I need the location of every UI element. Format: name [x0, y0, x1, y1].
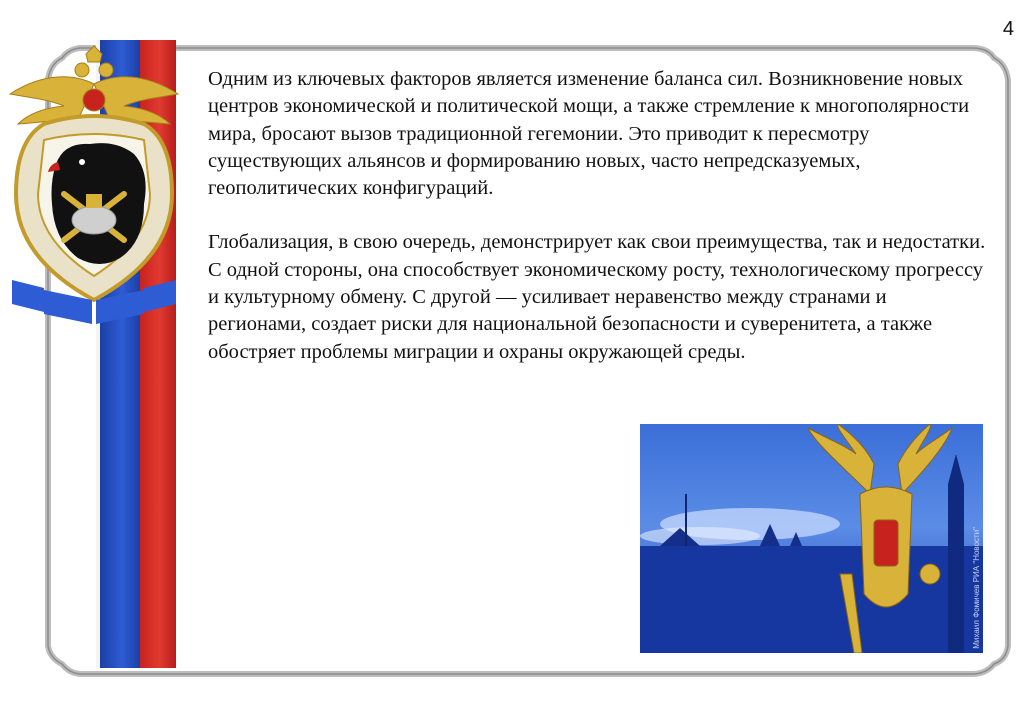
page-number: 4	[1002, 18, 1014, 40]
kremlin-eagle-photo	[640, 424, 983, 653]
slide-body	[208, 66, 988, 366]
photo-credit: Михаил Фомичев РИА "Новости"	[972, 527, 981, 649]
paragraph-globalization: Глобализация, в свою очередь, демонстрирует как свои преимущества, так и недостатки. С одной стороны, она способствует экономическому росту, технологическому прогрессу и культурному обмену. С другой — усиливает неравенство между странами и регионами, создает риски для национальной безопасности и суверенитета, а также обостряет проблемы миграции и охраны окружающей среды.	[208, 231, 986, 363]
police-emblem-icon	[4, 44, 184, 334]
paragraph-balance-of-power: Одним из ключевых факторов является изменение баланса сил. Возникновение новых центров экономической и политической мощи, а также стремление к многополярности мира, бросают вызов традиционной гегемонии. Это приводит к пересмотру существующих альянсов и формированию новых, часто непредсказуемых, геополитических конфигураций.	[208, 68, 970, 200]
